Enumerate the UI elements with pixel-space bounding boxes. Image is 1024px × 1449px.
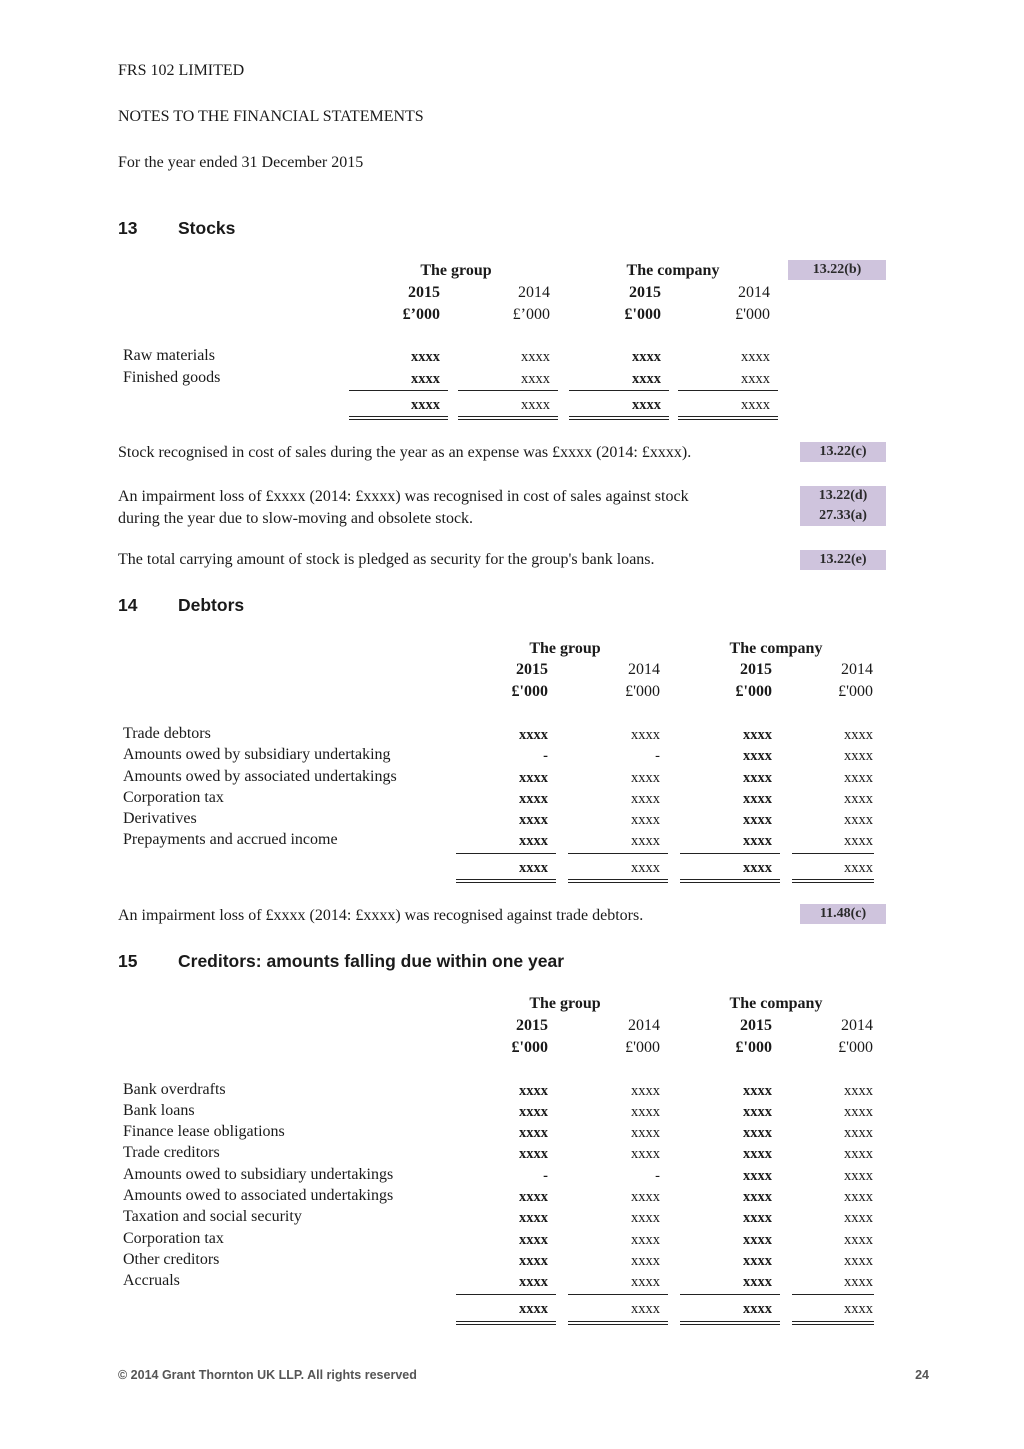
- value-cell: xxxx: [743, 1232, 772, 1248]
- row-label: Trade debtors: [123, 725, 211, 742]
- value-cell: xxxx: [631, 1189, 660, 1205]
- year-previous: 2014: [628, 661, 660, 678]
- row-label: Other creditors: [123, 1251, 220, 1268]
- value-cell: xxxx: [743, 791, 772, 807]
- value-cell: xxxx: [631, 791, 660, 807]
- value-cell: xxxx: [844, 1189, 873, 1205]
- value-cell: xxxx: [631, 770, 660, 786]
- total-double-rule: [678, 416, 778, 420]
- row-label: Raw materials: [123, 347, 215, 364]
- total-double-rule: [680, 879, 780, 883]
- total-cell: xxxx: [844, 860, 873, 876]
- pledged-security-note: The total carrying amount of stock is pledged as security for the group's bank loans.: [118, 551, 655, 568]
- value-cell: -: [543, 748, 548, 764]
- year-previous: 2014: [518, 284, 550, 301]
- reference-badge: 27.33(a): [800, 506, 886, 526]
- unit-previous: £'000: [625, 683, 660, 700]
- subtotal-rule: [569, 390, 669, 391]
- value-cell: xxxx: [521, 349, 550, 365]
- value-cell: xxxx: [844, 812, 873, 828]
- value-cell: xxxx: [631, 1104, 660, 1120]
- total-cell: xxxx: [743, 1301, 772, 1317]
- year-previous: 2014: [738, 284, 770, 301]
- value-cell: xxxx: [631, 1210, 660, 1226]
- company-name: FRS 102 LIMITED: [118, 62, 245, 79]
- column-group-label: The group: [529, 995, 601, 1012]
- unit-current: £’000: [402, 306, 440, 323]
- value-cell: xxxx: [844, 1146, 873, 1162]
- column-company-label: The company: [729, 640, 823, 657]
- value-cell: xxxx: [743, 1083, 772, 1099]
- value-cell: xxxx: [411, 349, 440, 365]
- value-cell: xxxx: [743, 812, 772, 828]
- section-number: 15: [118, 951, 138, 971]
- column-group-label: The group: [529, 640, 601, 657]
- value-cell: xxxx: [743, 1168, 772, 1184]
- row-label: Amounts owed to subsidiary undertakings: [123, 1166, 394, 1183]
- value-cell: xxxx: [631, 833, 660, 849]
- row-label: Amounts owed by associated undertakings: [123, 768, 397, 785]
- value-cell: xxxx: [844, 1274, 873, 1290]
- total-cell: xxxx: [521, 397, 550, 413]
- row-label: Prepayments and accrued income: [123, 831, 338, 848]
- total-double-rule: [568, 879, 668, 883]
- unit-current: £'000: [735, 683, 772, 700]
- total-double-rule: [680, 1321, 780, 1325]
- value-cell: xxxx: [743, 1274, 772, 1290]
- value-cell: xxxx: [743, 1210, 772, 1226]
- subtotal-rule: [568, 1294, 668, 1295]
- row-label: Bank loans: [123, 1102, 195, 1119]
- value-cell: -: [655, 748, 660, 764]
- value-cell: -: [655, 1168, 660, 1184]
- subtotal-rule: [568, 853, 668, 854]
- value-cell: xxxx: [844, 770, 873, 786]
- value-cell: xxxx: [631, 727, 660, 743]
- value-cell: xxxx: [844, 791, 873, 807]
- value-cell: xxxx: [743, 833, 772, 849]
- document-title: NOTES TO THE FINANCIAL STATEMENTS: [118, 108, 424, 125]
- value-cell: xxxx: [741, 371, 770, 387]
- value-cell: xxxx: [519, 1232, 548, 1248]
- value-cell: xxxx: [631, 1232, 660, 1248]
- value-cell: xxxx: [844, 1232, 873, 1248]
- subtotal-rule: [680, 853, 780, 854]
- value-cell: xxxx: [519, 812, 548, 828]
- value-cell: xxxx: [411, 371, 440, 387]
- stock-expense-note: Stock recognised in cost of sales during the year as an expense was £xxxx (2014: £xxxx).: [118, 444, 692, 461]
- unit-current: £'000: [624, 306, 661, 323]
- value-cell: xxxx: [521, 371, 550, 387]
- year-current: 2015: [408, 284, 440, 301]
- unit-previous: £'000: [735, 306, 770, 323]
- reference-badge: 13.22(b): [788, 260, 886, 280]
- value-cell: xxxx: [632, 349, 661, 365]
- total-double-rule: [458, 416, 558, 420]
- value-cell: xxxx: [743, 770, 772, 786]
- value-cell: xxxx: [844, 1125, 873, 1141]
- value-cell: xxxx: [844, 1210, 873, 1226]
- row-label: Corporation tax: [123, 789, 224, 806]
- value-cell: xxxx: [743, 1146, 772, 1162]
- value-cell: xxxx: [743, 748, 772, 764]
- impairment-note-line-2: during the year due to slow-moving and obsolete stock.: [118, 510, 474, 527]
- total-double-rule: [568, 1321, 668, 1325]
- value-cell: xxxx: [631, 1125, 660, 1141]
- total-cell: xxxx: [741, 397, 770, 413]
- value-cell: xxxx: [844, 1168, 873, 1184]
- value-cell: xxxx: [631, 1146, 660, 1162]
- section-number: 13: [118, 218, 138, 238]
- value-cell: xxxx: [519, 791, 548, 807]
- total-cell: xxxx: [519, 1301, 548, 1317]
- value-cell: xxxx: [743, 1104, 772, 1120]
- reference-badge: 11.48(c): [800, 904, 886, 924]
- subtotal-rule: [349, 390, 448, 391]
- value-cell: xxxx: [844, 833, 873, 849]
- total-cell: xxxx: [631, 1301, 660, 1317]
- value-cell: xxxx: [519, 770, 548, 786]
- section-heading-debtors: [118, 595, 244, 616]
- unit-previous: £'000: [625, 1039, 660, 1056]
- value-cell: xxxx: [631, 1083, 660, 1099]
- section-heading-creditors: [118, 951, 564, 972]
- section-heading-stocks: [118, 218, 235, 239]
- subtotal-rule: [456, 1294, 556, 1295]
- value-cell: xxxx: [519, 727, 548, 743]
- page-number: 24: [915, 1368, 929, 1382]
- reference-badge: 13.22(e): [800, 550, 886, 570]
- total-cell: xxxx: [411, 397, 440, 413]
- total-double-rule: [456, 1321, 556, 1325]
- value-cell: xxxx: [844, 1104, 873, 1120]
- year-previous: 2014: [841, 1017, 873, 1034]
- subtotal-rule: [792, 853, 874, 854]
- value-cell: xxxx: [844, 1253, 873, 1269]
- column-company-label: The company: [626, 262, 720, 279]
- subtotal-rule: [792, 1294, 874, 1295]
- row-label: Finance lease obligations: [123, 1123, 285, 1140]
- year-current: 2015: [740, 661, 772, 678]
- reference-badge: 13.22(d): [800, 486, 886, 506]
- value-cell: xxxx: [844, 1083, 873, 1099]
- row-label: Corporation tax: [123, 1230, 224, 1247]
- impairment-note-line-1: An impairment loss of £xxxx (2014: £xxxx) was recognised in cost of sales against stock: [118, 488, 689, 505]
- value-cell: xxxx: [519, 1210, 548, 1226]
- value-cell: xxxx: [741, 349, 770, 365]
- value-cell: xxxx: [519, 1125, 548, 1141]
- subtotal-rule: [680, 1294, 780, 1295]
- row-label: Trade creditors: [123, 1144, 220, 1161]
- year-current: 2015: [516, 1017, 548, 1034]
- row-label: Taxation and social security: [123, 1208, 302, 1225]
- row-label: Derivatives: [123, 810, 197, 827]
- value-cell: xxxx: [519, 1189, 548, 1205]
- value-cell: xxxx: [844, 748, 873, 764]
- total-cell: xxxx: [743, 860, 772, 876]
- unit-previous: £'000: [838, 1039, 873, 1056]
- year-current: 2015: [629, 284, 661, 301]
- column-company-label: The company: [729, 995, 823, 1012]
- section-title: Creditors: amounts falling due within one year: [178, 951, 565, 971]
- total-cell: xxxx: [631, 860, 660, 876]
- value-cell: xxxx: [743, 1125, 772, 1141]
- year-current: 2015: [516, 661, 548, 678]
- row-label: Amounts owed to associated undertakings: [123, 1187, 394, 1204]
- section-number: 14: [118, 595, 138, 615]
- section-title: Debtors: [178, 595, 245, 615]
- total-double-rule: [792, 1321, 874, 1325]
- debtors-impairment-note: An impairment loss of £xxxx (2014: £xxxx) was recognised against trade debtors.: [118, 907, 644, 924]
- column-group-label: The group: [420, 262, 492, 279]
- unit-current: £'000: [511, 683, 548, 700]
- value-cell: xxxx: [844, 727, 873, 743]
- value-cell: xxxx: [631, 1274, 660, 1290]
- row-label: Amounts owed by subsidiary undertaking: [123, 746, 391, 763]
- row-label: Finished goods: [123, 369, 221, 386]
- value-cell: xxxx: [631, 1253, 660, 1269]
- subtotal-rule: [456, 853, 556, 854]
- unit-current: £'000: [735, 1039, 772, 1056]
- total-cell: xxxx: [632, 397, 661, 413]
- subtotal-rule: [678, 390, 778, 391]
- value-cell: xxxx: [743, 1189, 772, 1205]
- total-cell: xxxx: [844, 1301, 873, 1317]
- value-cell: xxxx: [519, 1253, 548, 1269]
- value-cell: xxxx: [743, 1253, 772, 1269]
- row-label: Bank overdrafts: [123, 1081, 226, 1098]
- year-previous: 2014: [628, 1017, 660, 1034]
- value-cell: -: [543, 1168, 548, 1184]
- value-cell: xxxx: [632, 371, 661, 387]
- total-double-rule: [569, 416, 669, 420]
- total-double-rule: [349, 416, 448, 420]
- value-cell: xxxx: [743, 727, 772, 743]
- row-label: Accruals: [123, 1272, 180, 1289]
- value-cell: xxxx: [631, 812, 660, 828]
- total-double-rule: [456, 879, 556, 883]
- unit-current: £'000: [511, 1039, 548, 1056]
- value-cell: xxxx: [519, 1083, 548, 1099]
- copyright-notice: © 2014 Grant Thornton UK LLP. All rights reserved: [118, 1368, 417, 1382]
- total-cell: xxxx: [519, 860, 548, 876]
- reporting-period: For the year ended 31 December 2015: [118, 154, 364, 171]
- value-cell: xxxx: [519, 833, 548, 849]
- section-title: Stocks: [178, 218, 236, 238]
- reference-badge: 13.22(c): [800, 442, 886, 462]
- year-previous: 2014: [841, 661, 873, 678]
- value-cell: xxxx: [519, 1104, 548, 1120]
- subtotal-rule: [458, 390, 558, 391]
- unit-previous: £’000: [512, 306, 550, 323]
- unit-previous: £'000: [838, 683, 873, 700]
- total-double-rule: [792, 879, 874, 883]
- value-cell: xxxx: [519, 1146, 548, 1162]
- value-cell: xxxx: [519, 1274, 548, 1290]
- year-current: 2015: [740, 1017, 772, 1034]
